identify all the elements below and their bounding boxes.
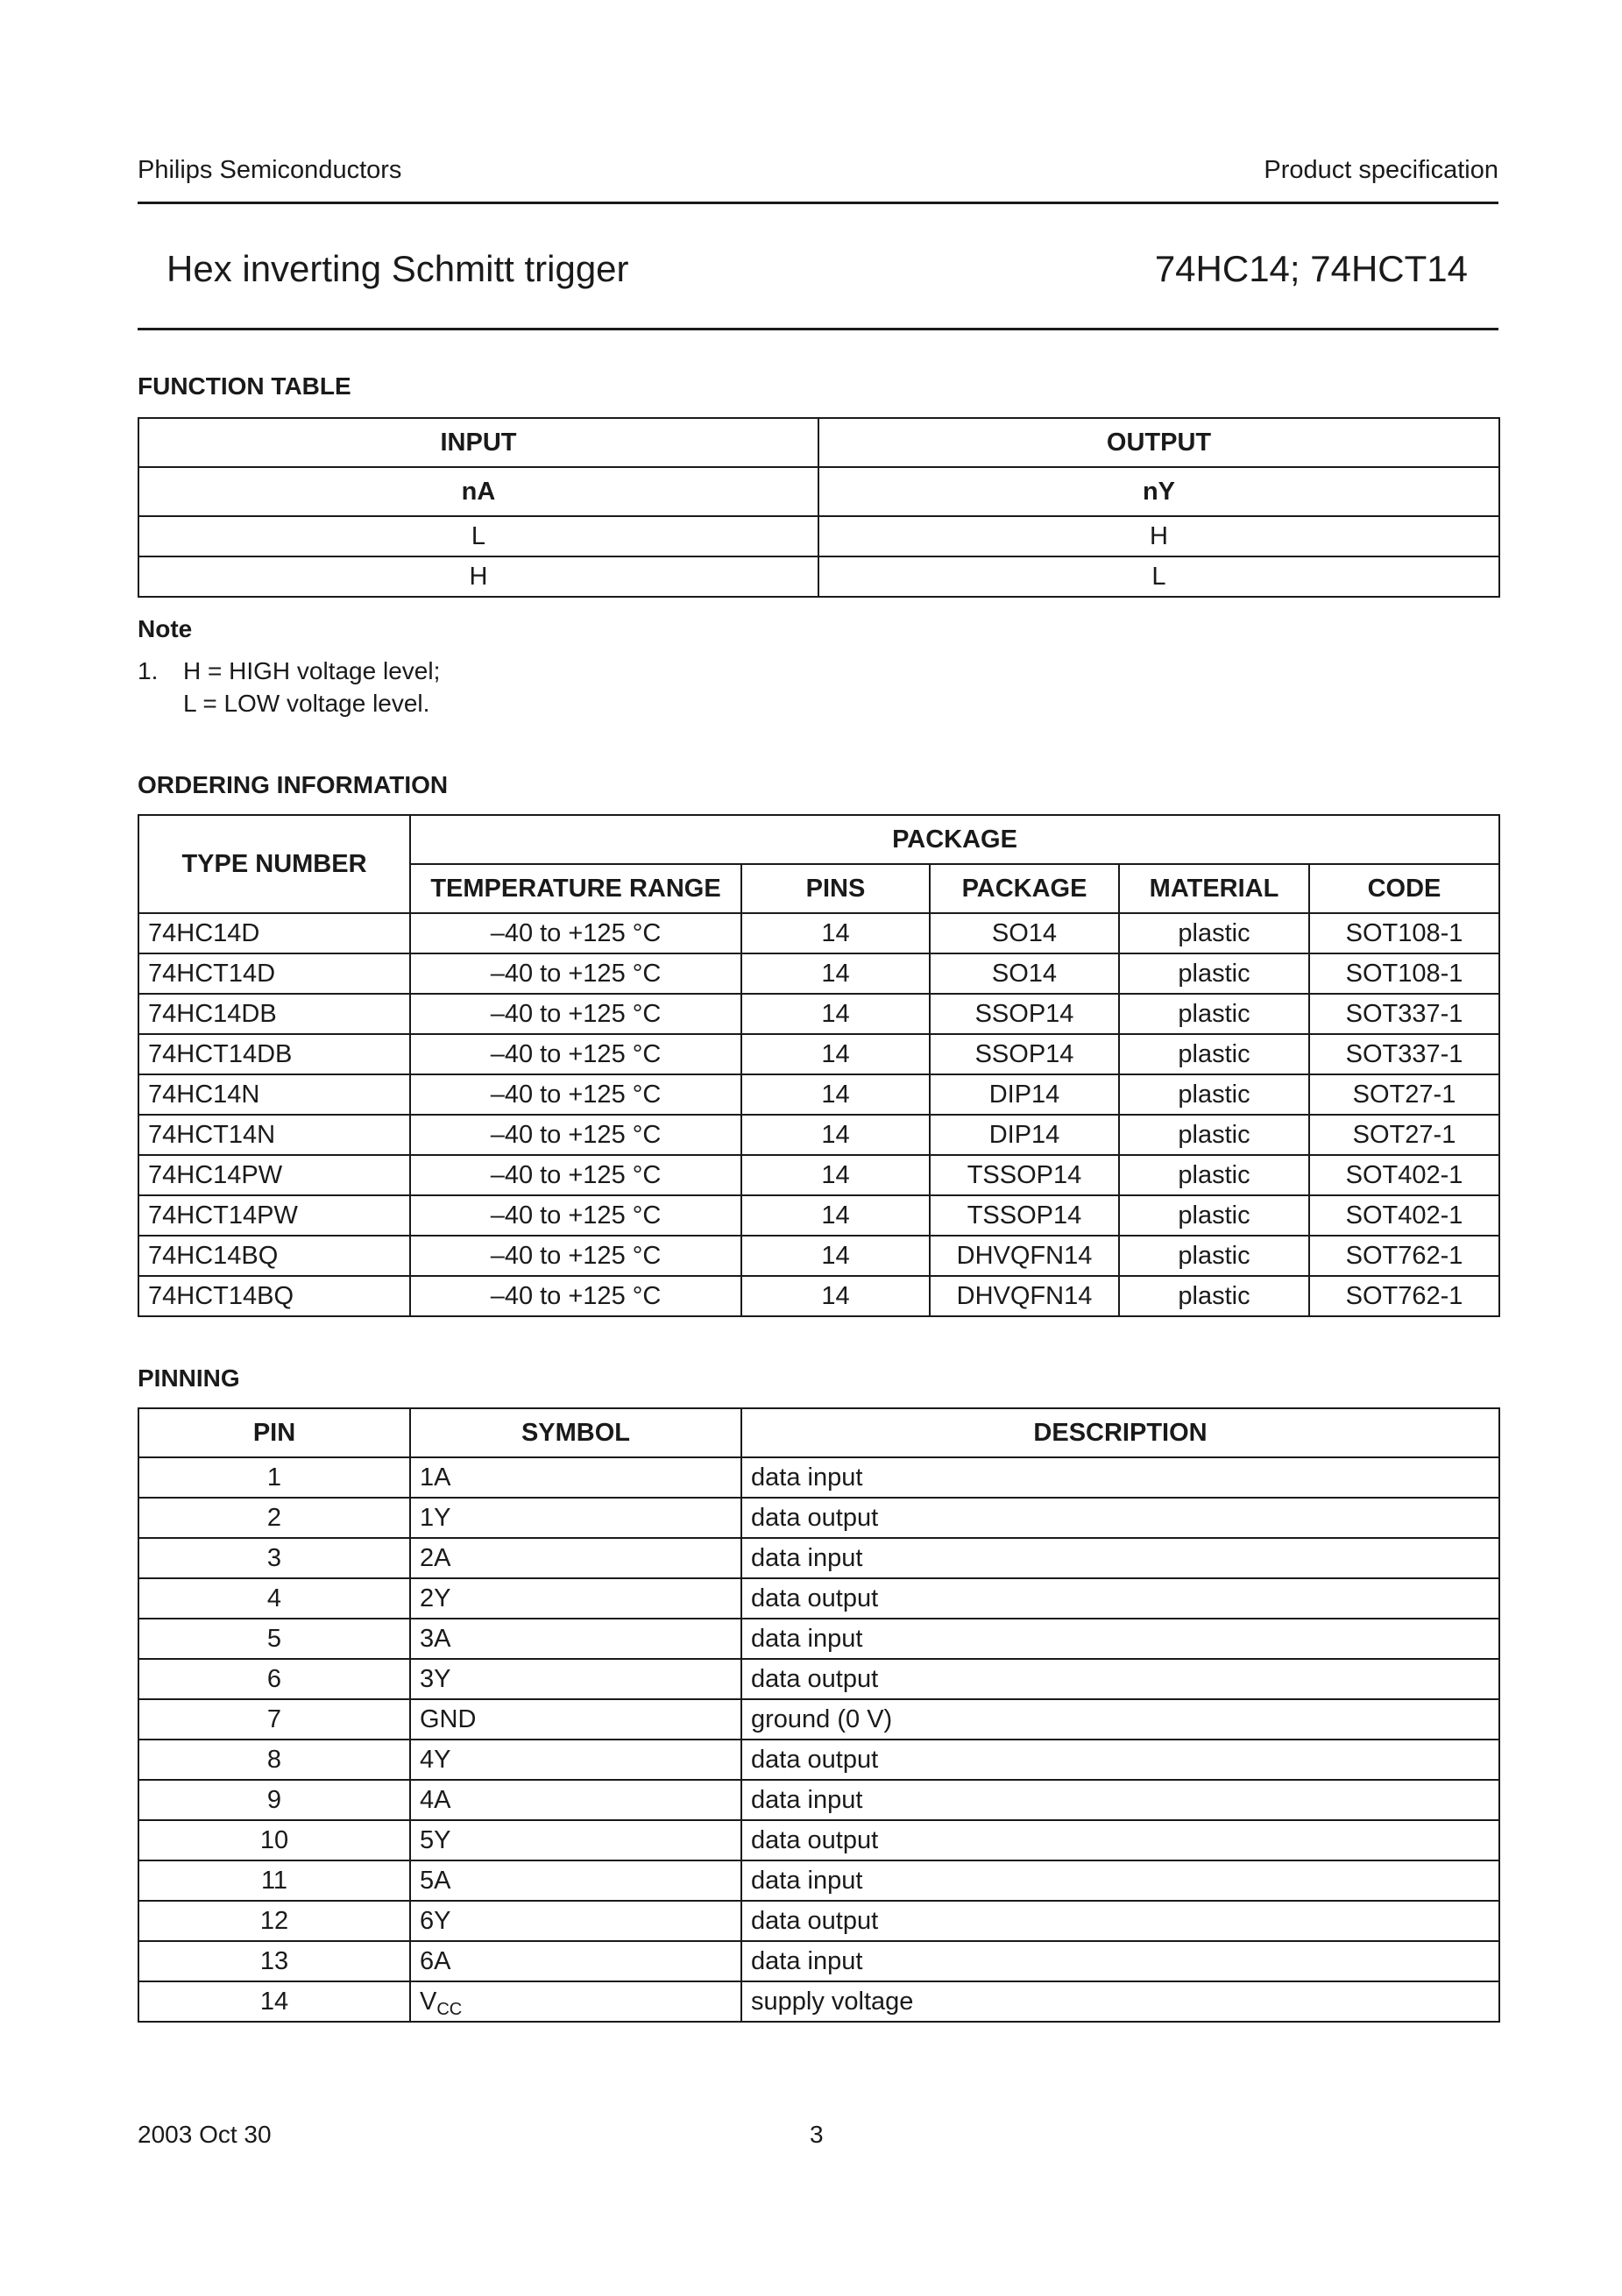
- pin-number: 3: [138, 1538, 410, 1578]
- pin-symbol: GND: [410, 1699, 741, 1740]
- table-row: [138, 953, 1499, 994]
- package-code: SOT27-1: [1309, 1074, 1499, 1115]
- pin-description: data output: [741, 1820, 1499, 1860]
- package-material: plastic: [1119, 1276, 1309, 1316]
- output-level: L: [818, 556, 1499, 597]
- package-name: SSOP14: [930, 1034, 1119, 1074]
- type-number: 74HC14PW: [138, 1155, 410, 1195]
- package-material: plastic: [1119, 1195, 1309, 1236]
- pin-number: 12: [138, 1901, 410, 1941]
- page-number: 3: [810, 2121, 824, 2148]
- package-material: plastic: [1119, 1074, 1309, 1115]
- pin-symbol: 3Y: [410, 1659, 741, 1699]
- table-row: [138, 1155, 1499, 1195]
- company-name: Philips Semiconductors: [138, 156, 402, 184]
- package-code: SOT762-1: [1309, 1276, 1499, 1316]
- table-row: [138, 1659, 1499, 1699]
- type-number: 74HCT14N: [138, 1115, 410, 1155]
- package-material: plastic: [1119, 913, 1309, 953]
- package-code: SOT27-1: [1309, 1115, 1499, 1155]
- pin-description: data output: [741, 1659, 1499, 1699]
- pin-symbol: 2A: [410, 1538, 741, 1578]
- pin-symbol: $V_{CC}$: [410, 1981, 741, 2022]
- table-row: [138, 1498, 1499, 1538]
- table-row: [138, 1780, 1499, 1820]
- pin-symbol: 3A: [410, 1619, 741, 1659]
- table-row: [138, 994, 1499, 1034]
- pin-number: 2: [138, 1498, 410, 1538]
- header-rule: [138, 202, 1498, 204]
- col-package-group: PACKAGE: [410, 815, 1499, 864]
- pin-symbol: 2Y: [410, 1578, 741, 1619]
- col-material: MATERIAL: [1119, 864, 1309, 913]
- type-number: 74HCT14D: [138, 953, 410, 994]
- table-row: [138, 1538, 1499, 1578]
- footer-date: 2003 Oct 30: [138, 2121, 272, 2148]
- table-row: [138, 1034, 1499, 1074]
- pinning-heading: PINNING: [138, 1364, 240, 1392]
- pin-description: data output: [741, 1901, 1499, 1941]
- package-material: plastic: [1119, 953, 1309, 994]
- pin-symbol: 5Y: [410, 1820, 741, 1860]
- pin-count: 14: [741, 994, 930, 1034]
- table-row: [138, 1074, 1499, 1115]
- col-code: CODE: [1309, 864, 1499, 913]
- pin-count: 14: [741, 1034, 930, 1074]
- package-code: SOT337-1: [1309, 994, 1499, 1034]
- package-material: plastic: [1119, 1034, 1309, 1074]
- col-na: nA: [138, 467, 818, 516]
- pin-number: 10: [138, 1820, 410, 1860]
- function-table-heading: FUNCTION TABLE: [138, 372, 351, 400]
- pin-number: 4: [138, 1578, 410, 1619]
- package-material: plastic: [1119, 1115, 1309, 1155]
- table-row: [138, 1619, 1499, 1659]
- package-code: SOT762-1: [1309, 1236, 1499, 1276]
- col-ny: nY: [818, 467, 1499, 516]
- table-row: [138, 1578, 1499, 1619]
- type-number: 74HC14D: [138, 913, 410, 953]
- title-rule: [138, 328, 1498, 330]
- pin-description: data input: [741, 1780, 1499, 1820]
- package-material: plastic: [1119, 1155, 1309, 1195]
- pin-description: data output: [741, 1740, 1499, 1780]
- ordering-table: [138, 814, 1500, 1317]
- pin-description: data input: [741, 1457, 1499, 1498]
- pin-description: data input: [741, 1941, 1499, 1981]
- type-number: 74HC14DB: [138, 994, 410, 1034]
- input-level: H: [138, 556, 818, 597]
- pin-count: 14: [741, 1115, 930, 1155]
- temperature-range: –40 to +125 °C: [410, 1276, 741, 1316]
- pin-count: 14: [741, 953, 930, 994]
- col-symbol: SYMBOL: [410, 1408, 741, 1457]
- temperature-range: –40 to +125 °C: [410, 994, 741, 1034]
- pin-symbol: 1A: [410, 1457, 741, 1498]
- pin-description: data output: [741, 1498, 1499, 1538]
- pin-symbol: 4Y: [410, 1740, 741, 1780]
- temperature-range: –40 to +125 °C: [410, 913, 741, 953]
- temperature-range: –40 to +125 °C: [410, 1195, 741, 1236]
- pin-symbol: 4A: [410, 1780, 741, 1820]
- pin-count: 14: [741, 913, 930, 953]
- pin-number: 14: [138, 1981, 410, 2022]
- col-temperature-range: TEMPERATURE RANGE: [410, 864, 741, 913]
- temperature-range: –40 to +125 °C: [410, 953, 741, 994]
- pin-count: 14: [741, 1236, 930, 1276]
- document-type: Product specification: [1264, 156, 1498, 184]
- table-row: [138, 1901, 1499, 1941]
- pin-description: data input: [741, 1538, 1499, 1578]
- pin-symbol: 6A: [410, 1941, 741, 1981]
- table-row: [138, 1699, 1499, 1740]
- table-row: [138, 1981, 1499, 2022]
- table-row: [138, 1740, 1499, 1780]
- table-row: [138, 556, 1499, 597]
- package-code: SOT337-1: [1309, 1034, 1499, 1074]
- table-row: [138, 1820, 1499, 1860]
- table-row: [138, 516, 1499, 556]
- pin-symbol: 5A: [410, 1860, 741, 1901]
- package-name: SO14: [930, 913, 1119, 953]
- table-row: [138, 1195, 1499, 1236]
- package-name: TSSOP14: [930, 1155, 1119, 1195]
- temperature-range: –40 to +125 °C: [410, 1115, 741, 1155]
- col-description: DESCRIPTION: [741, 1408, 1499, 1457]
- table-row: [138, 1236, 1499, 1276]
- ordering-heading: ORDERING INFORMATION: [138, 771, 449, 798]
- pin-description: supply voltage: [741, 1981, 1499, 2022]
- pin-number: 8: [138, 1740, 410, 1780]
- pin-description: ground (0 V): [741, 1699, 1499, 1740]
- package-name: SSOP14: [930, 994, 1119, 1034]
- pin-count: 14: [741, 1276, 930, 1316]
- type-number: 74HCT14BQ: [138, 1276, 410, 1316]
- package-material: plastic: [1119, 1236, 1309, 1276]
- temperature-range: –40 to +125 °C: [410, 1034, 741, 1074]
- package-name: DIP14: [930, 1074, 1119, 1115]
- pin-description: data output: [741, 1578, 1499, 1619]
- pin-number: 5: [138, 1619, 410, 1659]
- package-name: DIP14: [930, 1115, 1119, 1155]
- input-level: L: [138, 516, 818, 556]
- pin-number: 1: [138, 1457, 410, 1498]
- package-code: SOT108-1: [1309, 953, 1499, 994]
- col-pin: PIN: [138, 1408, 410, 1457]
- pin-count: 14: [741, 1195, 930, 1236]
- table-row: [138, 1457, 1499, 1498]
- pin-number: 9: [138, 1780, 410, 1820]
- type-number: 74HCT14DB: [138, 1034, 410, 1074]
- package-material: plastic: [1119, 994, 1309, 1034]
- pin-symbol: 1Y: [410, 1498, 741, 1538]
- pin-description: data input: [741, 1619, 1499, 1659]
- output-level: H: [818, 516, 1499, 556]
- pin-count: 14: [741, 1155, 930, 1195]
- note-line: H = HIGH voltage level;: [183, 657, 441, 684]
- col-package: PACKAGE: [930, 864, 1119, 913]
- package-name: SO14: [930, 953, 1119, 994]
- pin-number: 7: [138, 1699, 410, 1740]
- pin-number: 13: [138, 1941, 410, 1981]
- temperature-range: –40 to +125 °C: [410, 1074, 741, 1115]
- package-name: TSSOP14: [930, 1195, 1119, 1236]
- table-row: [138, 1276, 1499, 1316]
- pin-description: data input: [741, 1860, 1499, 1901]
- col-pins: PINS: [741, 864, 930, 913]
- col-output: OUTPUT: [818, 418, 1499, 467]
- page-title: Hex inverting Schmitt trigger: [166, 248, 629, 289]
- pinning-table: [138, 1407, 1500, 2023]
- function-table: [138, 417, 1500, 598]
- part-number: 74HC14; 74HCT14: [1154, 248, 1468, 289]
- package-code: SOT108-1: [1309, 913, 1499, 953]
- temperature-range: –40 to +125 °C: [410, 1236, 741, 1276]
- table-row: [138, 1941, 1499, 1981]
- col-input: INPUT: [138, 418, 818, 467]
- table-row: [138, 1115, 1499, 1155]
- pin-number: 6: [138, 1659, 410, 1699]
- package-code: SOT402-1: [1309, 1195, 1499, 1236]
- col-type-number: TYPE NUMBER: [138, 815, 410, 913]
- table-row: [138, 1860, 1499, 1901]
- note-number: 1.: [138, 657, 159, 684]
- pin-number: 11: [138, 1860, 410, 1901]
- package-name: DHVQFN14: [930, 1276, 1119, 1316]
- type-number: 74HC14N: [138, 1074, 410, 1115]
- type-number: 74HC14BQ: [138, 1236, 410, 1276]
- package-code: SOT402-1: [1309, 1155, 1499, 1195]
- note-line: L = LOW voltage level.: [183, 690, 430, 717]
- temperature-range: –40 to +125 °C: [410, 1155, 741, 1195]
- table-row: [138, 913, 1499, 953]
- pin-symbol: 6Y: [410, 1901, 741, 1941]
- package-name: DHVQFN14: [930, 1236, 1119, 1276]
- type-number: 74HCT14PW: [138, 1195, 410, 1236]
- pin-count: 14: [741, 1074, 930, 1115]
- note-heading: Note: [138, 615, 193, 642]
